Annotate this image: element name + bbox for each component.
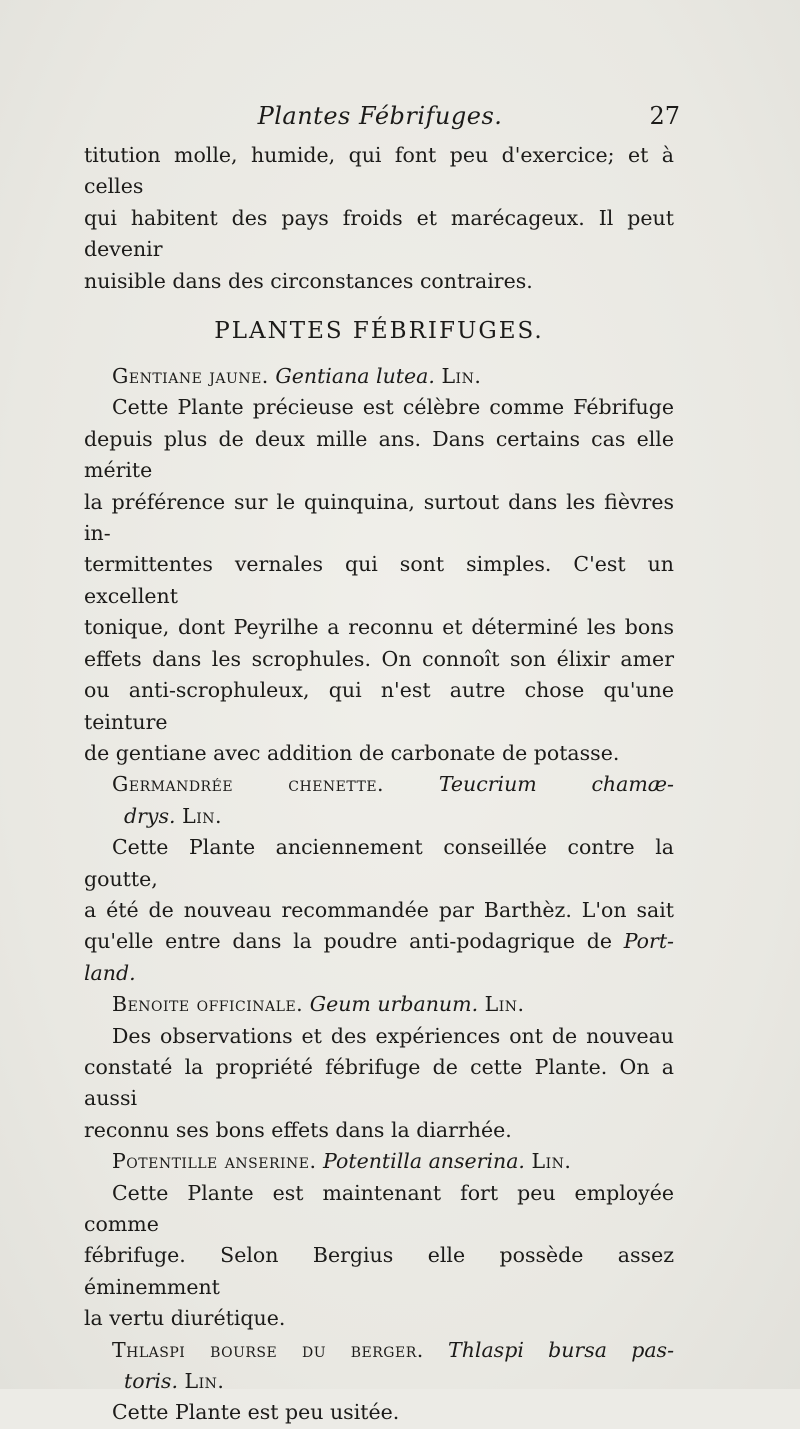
text-line: titution molle, humide, qui font peu d'exercice; et à celles (84, 143, 674, 199)
entry-ref: Lin. (182, 803, 222, 828)
entry-heading (84, 1335, 674, 1366)
entry-heading (84, 1146, 674, 1177)
entry-name: Thlaspi bourse du berger. (112, 1337, 424, 1362)
entry-heading (84, 989, 674, 1020)
page-body (84, 140, 674, 1429)
text-line: la vertu diurétique. (84, 1306, 286, 1331)
section-title: PLANTES FÉBRIFUGES. (214, 318, 544, 345)
text-line: ou anti-scrophuleux, qui n'est autre chose qu'une teinture (84, 678, 674, 734)
text-line: a été de nouveau recommandée par Barthèz. L'on sait (84, 897, 674, 922)
text-fragment: qu'elle entre dans la poudre anti-podagrique de (84, 929, 624, 954)
entry-name: Potentille anserine. (112, 1149, 317, 1174)
text-line: depuis plus de deux mille ans. Dans certains cas elle mérite (84, 426, 674, 483)
page-number: 27 (649, 102, 680, 130)
running-head-title: Plantes Fébrifuges. (257, 102, 503, 130)
text-line: qui habitent des pays froids et marécageux. Il peut devenir (84, 205, 674, 262)
entry-name: Benoite officinale. (112, 992, 304, 1017)
entry-latin: Geum urbanum. (309, 992, 479, 1017)
entry-name: Germandrée chenette. (112, 772, 385, 797)
entry-name: Gentiane jaune. (112, 364, 269, 389)
entry-heading (84, 361, 674, 392)
text-line: constaté la propriété fébrifuge de cette Plante. On a aussi (84, 1054, 674, 1111)
text-line: Cette Plante est maintenant fort peu employée comme (84, 1180, 674, 1236)
entry-ref: Lin. (184, 1369, 225, 1394)
text-line: de gentiane avec addition de carbonate de potasse. (84, 740, 620, 765)
text-line: land. (84, 960, 136, 985)
text-line: Cette Plante anciennement conseillée contre la goutte, (84, 835, 674, 891)
text-line: nuisible dans des circonstances contraires. (84, 268, 533, 293)
entry-heading-cont (84, 1366, 674, 1397)
text-line: termittentes vernales qui sont simples. C'est un excellent (84, 552, 674, 608)
entry-heading-cont (84, 801, 674, 832)
entry-latin-cont: drys. (124, 803, 176, 828)
entry-latin: Thlaspi bursa pas- (448, 1337, 675, 1362)
text-line: Des observations et des expériences ont de nouveau (112, 1023, 674, 1048)
text-line: fébrifuge. Selon Bergius elle possède assez éminemment (84, 1243, 674, 1299)
entry-ref: Lin. (441, 364, 482, 389)
text-line: Cette Plante précieuse est célèbre comme Fébrifuge (112, 395, 674, 420)
text-line: effets dans les scrophules. On connoît son élixir amer (84, 646, 674, 671)
place-name: Port- (623, 929, 674, 954)
running-head (80, 102, 680, 136)
text-line: tonique, dont Peyrilhe a reconnu et déterminé les bons (84, 615, 674, 640)
entry-heading (84, 769, 674, 800)
text-line: Cette Plante est peu usitée. (112, 1400, 400, 1425)
text-line (84, 926, 674, 957)
entry-latin: Gentiana lutea. (275, 364, 435, 389)
entry-latin: Potentilla anserina. (323, 1149, 525, 1174)
entry-latin: Teucrium chamæ- (438, 772, 674, 797)
entry-ref: Lin. (484, 992, 525, 1017)
text-line: la préférence sur le quinquina, surtout dans les fièvres in- (84, 489, 674, 546)
entry-ref: Lin. (531, 1149, 572, 1174)
text-line: reconnu ses bons effets dans la diarrhée. (84, 1117, 512, 1142)
entry-latin-cont: toris. (124, 1369, 178, 1394)
